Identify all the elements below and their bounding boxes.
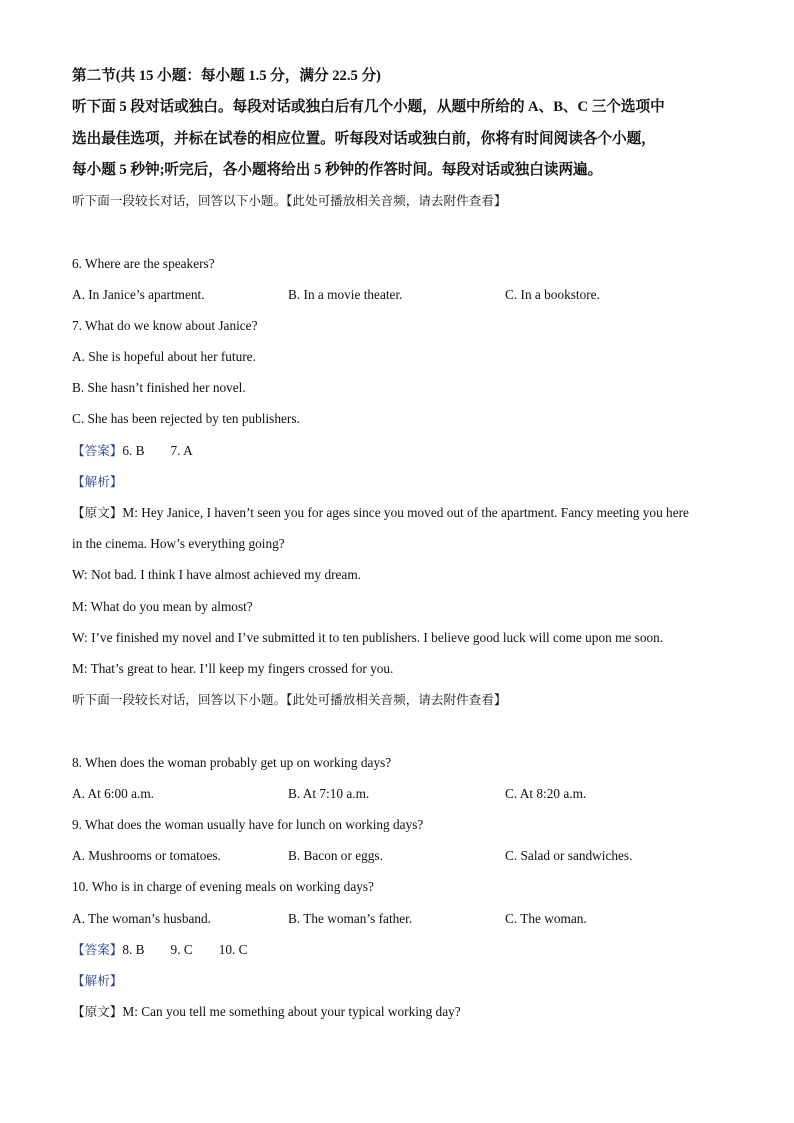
dialogue-intro-1: 听下面一段较长对话，回答以下小题。【此处可播放相关音频，请去附件查看】 (72, 193, 507, 208)
instruction-line-2: 选出最佳选项，并标在试卷的相应位置。听每段对话或独白前，你将有时间阅读各个小题， (72, 131, 656, 147)
question-8-option-b: B. At 7:10 a.m. (288, 786, 370, 801)
answer-tag: 【答案】 (72, 443, 123, 458)
transcript-text: M: Can you tell me something about your typical working day? (122, 1004, 461, 1019)
question-7-option-a: A. She is hopeful about her future. (72, 349, 256, 364)
question-6-option-c: C. In a bookstore. (505, 287, 600, 302)
transcript-line: M: What do you mean by almost? (72, 599, 253, 614)
question-6-option-b: B. In a movie theater. (288, 287, 403, 302)
answer-value: 6. B (122, 443, 145, 458)
answer-value: 8. B (122, 942, 145, 957)
question-6-stem: 6. Where are the speakers? (72, 256, 215, 271)
question-7-option-c: C. She has been rejected by ten publishers. (72, 411, 300, 426)
transcript-line: M: That’s great to hear. I’ll keep my fingers crossed for you. (72, 661, 394, 676)
transcript-line: W: I’ve finished my novel and I’ve submitted it to ten publishers. I believe good luck will come upon me soon. (72, 630, 664, 645)
question-10-option-a: A. The woman’s husband. (72, 911, 211, 926)
answer-line-2 (72, 941, 248, 959)
question-10-stem: 10. Who is in charge of evening meals on working days? (72, 879, 374, 894)
analysis-tag: 【解析】 (72, 474, 123, 489)
transcript-line (72, 504, 689, 522)
transcript-line: in the cinema. How’s everything going? (72, 536, 285, 551)
transcript-line (72, 1003, 461, 1021)
original-tag: 【原文】 (72, 505, 123, 520)
question-7-option-b: B. She hasn’t finished her novel. (72, 380, 246, 395)
question-6-option-a: A. In Janice’s apartment. (72, 287, 205, 302)
transcript-line: W: Not bad. I think I have almost achieved my dream. (72, 567, 361, 582)
answer-value: 7. A (170, 443, 193, 458)
instruction-line-3: 每小题 5 秒钟;听完后，各小题将给出 5 秒钟的作答时间。每段对话或独白读两遍。 (72, 162, 603, 178)
question-7-stem: 7. What do we know about Janice? (72, 318, 258, 333)
question-10-option-c: C. The woman. (505, 911, 587, 926)
original-tag: 【原文】 (72, 1004, 123, 1019)
question-8-option-c: C. At 8:20 a.m. (505, 786, 587, 801)
analysis-tag: 【解析】 (72, 973, 123, 988)
answer-line-1 (72, 442, 193, 460)
question-9-stem: 9. What does the woman usually have for lunch on working days? (72, 817, 424, 832)
dialogue-intro-2: 听下面一段较长对话，回答以下小题。【此处可播放相关音频，请去附件查看】 (72, 692, 507, 707)
question-8-stem: 8. When does the woman probably get up on working days? (72, 755, 392, 770)
answer-value: 9. C (170, 942, 193, 957)
answer-value: 10. C (218, 942, 248, 957)
answer-tag: 【答案】 (72, 942, 123, 957)
transcript-text: M: Hey Janice, I haven’t seen you for ages since you moved out of the apartment. Fancy meeting you here (122, 505, 689, 520)
question-10-option-b: B. The woman’s father. (288, 911, 413, 926)
section-title: 第二节(共 15 小题：每小题 1.5 分，满分 22.5 分) (72, 68, 381, 84)
question-9-option-a: A. Mushrooms or tomatoes. (72, 848, 221, 863)
instruction-line-1: 听下面 5 段对话或独白。每段对话或独白后有几个小题，从题中所给的 A、B、C 三个选项中 (72, 99, 665, 115)
question-9-option-c: C. Salad or sandwiches. (505, 848, 633, 863)
question-9-option-b: B. Bacon or eggs. (288, 848, 383, 863)
question-8-option-a: A. At 6:00 a.m. (72, 786, 154, 801)
